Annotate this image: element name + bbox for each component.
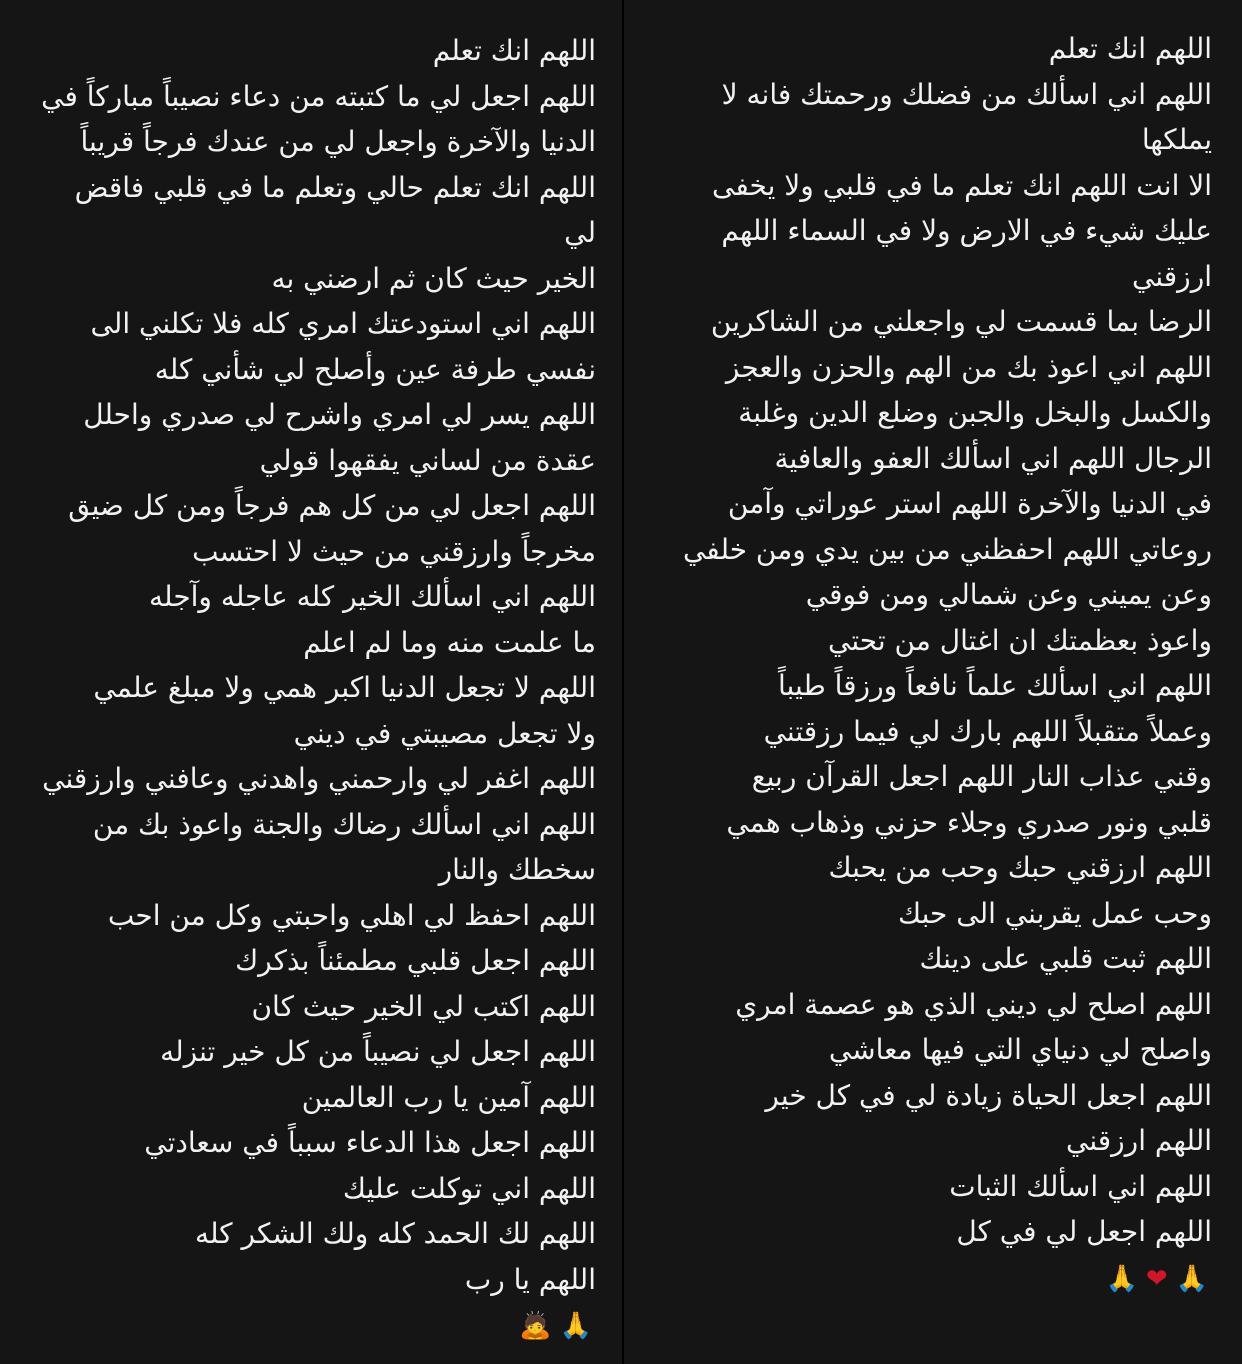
text-line: الرجال اللهم اني اسألك العفو والعافية [774,441,1212,475]
text-line: اللهم اني توكلت عليك [342,1171,596,1205]
text-line: الرضا بما قسمت لي واجعلني من الشاكرين [710,305,1212,338]
left-message-text [38,28,596,1348]
text-line: اللهم ارزقني حبك وحب من يحبك [828,851,1212,884]
text-line: اللهم انك تعلم حالي وتعلم ما في قلبي فاقض لي [74,170,596,249]
text-line: اللهم اجعل لي ما كتبته من دعاء نصيباً مباركاً في [41,79,596,113]
praying-hands-icon: 🙏 [1175,1263,1208,1294]
text-line: عليك شيء في الارض ولا في السماء اللهم ارزقني [721,214,1212,293]
emoji-line [662,1255,1212,1301]
text-line: مخرجاً وارزقني من حيث لا احتسب [192,534,596,568]
text-line: اللهم اني استودعتك امري كله فلا تكلني الى [90,307,596,340]
text-line: الخير حيث كان ثم ارضني به [271,261,596,295]
text-line: اللهم لك الحمد كله ولك الشكر كله [195,1217,596,1250]
text-line: اللهم اني اسألك من فضلك ورحمتك فانه لا يملكها [721,77,1212,156]
text-line: وقني عذاب النار اللهم اجعل القرآن ربيع [751,760,1212,793]
text-line: اللهم اجعل قلبي مطمئناً بذكرك [235,944,596,977]
text-line: اللهم اكتب لي الخير حيث كان [251,989,596,1023]
text-line: اللهم انك تعلم [432,34,596,67]
text-line: اللهم اني اسألك الخير كله عاجله وآجله [149,580,596,613]
text-line: اللهم ثبت قلبي على دينك [919,942,1212,975]
text-line: اللهم آمين يا رب العالمين [301,1080,596,1114]
text-line: اللهم اجعل لي من كل هم فرجاً ومن كل ضيق [68,489,596,522]
right-message-text [662,26,1212,1300]
text-line: اللهم احفظ لي اهلي واحبتي وكل من احب [107,898,596,932]
text-line: سخطك والنار [438,853,596,886]
text-line: اللهم اجعل لي في كل [956,1215,1212,1248]
text-line: اللهم اني اسألك علماً نافعاً ورزقاً طيباً [778,669,1212,702]
text-line: نفسي طرفة عين وأصلح لي شأني كله [154,352,596,386]
text-line: اللهم اجعل الحياة زيادة لي في كل خير [765,1078,1212,1112]
text-line: الدنيا والآخرة واجعل لي من عندك فرجاً قريباً [80,125,596,158]
text-line: واعوذ بعظمتك ان اغتال من تحتي [827,623,1212,657]
bowing-person-icon: 🙇 [519,1311,552,1341]
text-line: روعاتي اللهم احفظني من بين يدي ومن خلفي [682,532,1212,566]
text-line: اللهم يسر لي امري واشرح لي صدري واحلل [83,398,596,431]
emoji-line [38,1302,596,1348]
text-line: الا انت اللهم انك تعلم ما في قلبي ولا يخفى [712,168,1212,202]
text-line: ما علمت منه وما لم اعلم [303,625,596,659]
text-line: اللهم اجعل هذا الدعاء سبباً في سعادتي [144,1126,596,1159]
text-line: وعن يميني وعن شمالي ومن فوقي [805,578,1212,611]
text-line: اللهم لا تجعل الدنيا اكبر همي ولا مبلغ علمي [93,671,596,704]
text-line: في الدنيا والآخرة اللهم استر عوراتي وآمن [727,487,1212,520]
text-line: اللهم اغفر لي وارحمني واهدني وعافني وارزقني [42,762,596,795]
text-line: اللهم اجعل لي نصيباً من كل خير تنزله [160,1035,596,1068]
text-line: والكسل والبخل والجبن وضلع الدين وغلبة [738,396,1212,429]
text-line: اللهم اني اعوذ بك من الهم والحزن والعجز [725,350,1212,384]
text-line: واصلح لي دنياي التي فيها معاشي [828,1033,1212,1066]
text-line: قلبي ونور صدري وجلاء حزني وذهاب همي [726,805,1212,839]
text-line: اللهم انك تعلم [1048,32,1212,65]
text-line: اللهم ارزقني [1065,1124,1212,1157]
praying-hands-icon: 🙏 [1105,1263,1138,1294]
text-line: عقدة من لساني يفقهوا قولي [259,443,596,477]
text-line: وعملاً متقبلاً اللهم بارك لي فيما رزقتني [763,714,1212,748]
text-line: اللهم اصلح لي ديني الذي هو عصمة امري [735,987,1212,1021]
text-line: اللهم اني اسألك رضاك والجنة واعوذ بك من [92,807,596,841]
right-message-panel [624,0,1242,1364]
text-line: وحب عمل يقربني الى حبك [897,896,1212,930]
praying-hands-icon: 🙏 [559,1311,592,1341]
text-line: اللهم يا رب [464,1262,596,1296]
red-heart-icon: ❤ [1145,1263,1168,1294]
text-line: ولا تجعل مصيبتي في ديني [293,716,596,750]
text-line: اللهم اني اسألك الثبات [949,1169,1212,1203]
